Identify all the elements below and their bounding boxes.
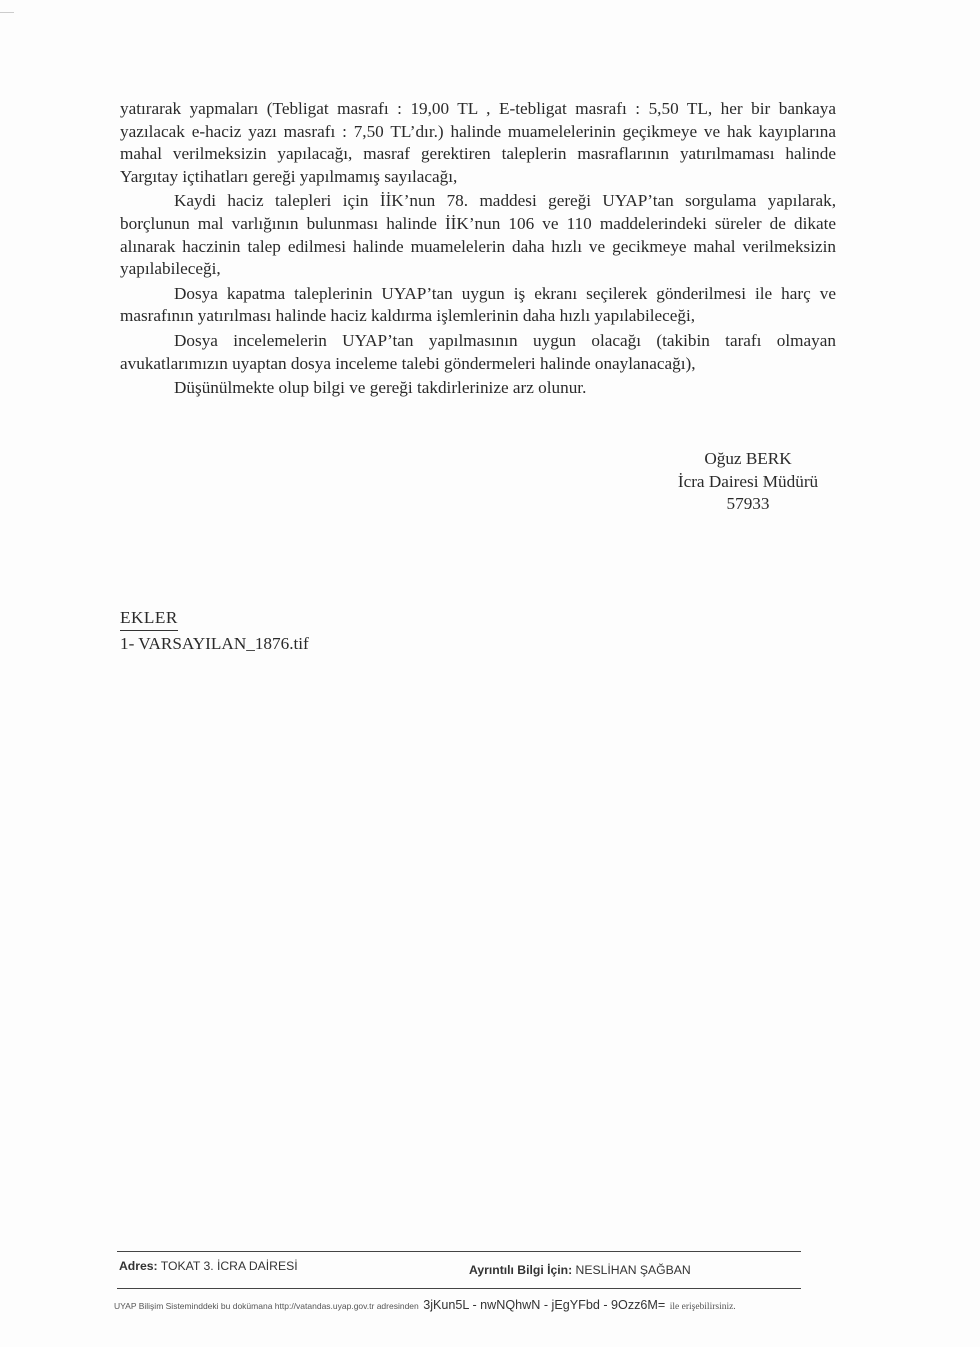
body-paragraph: Düşünülmekte olup bilgi ve gereği takdirlerinize arz olunur. <box>174 378 587 398</box>
contact-label: Ayrıntılı Bilgi İçin: <box>469 1263 573 1277</box>
body-paragraph: Kaydi haciz talepleri için İİK’nun 78. maddesi gereği UYAP’tan sorgulama yapılarak, borçlunun mal varlığının bulunması halinde İİK’nun 106 ve 110 maddelerindeki süreler de dikate alınarak haczinin talep edilmesi halinde muamelelerin daha hızlı ve gecikmeye mahal verilmeksizin yapılabileceği, <box>120 191 836 279</box>
footer-contact <box>469 1263 691 1277</box>
attachments-section <box>120 605 309 656</box>
address-value: TOKAT 3. İCRA DAİRESİ <box>160 1259 298 1273</box>
contact-value: NESLİHAN ŞAĞBAN <box>575 1263 691 1277</box>
footer-divider-lower <box>117 1288 801 1289</box>
verification-prefix: UYAP Bilişim Sisteminddeki bu dokümana http://vatandas.uyap.gov.tr adresinden <box>114 1301 419 1311</box>
attachment-item: 1- VARSAYILAN_1876.tif <box>120 634 309 653</box>
footer-info <box>119 1255 819 1281</box>
body-paragraph: Dosya kapatma taleplerinin UYAP’tan uygun iş ekranı seçilerek gönderilmesi ile harç ve masrafının yatırılması halinde haciz kaldırma işlemlerinin daha hızlı yapılabileceği, <box>120 283 836 326</box>
signature-block <box>668 448 828 516</box>
verification-suffix: ile erişebilirsiniz. <box>669 1302 736 1312</box>
attachments-heading: EKLER <box>120 605 178 631</box>
body-paragraph: yatırarak yapmaları (Tebligat masrafı : 19,00 TL , E-tebligat masrafı : 5,50 TL, her bir bankaya yazılacak e-haciz yazı masrafı : 7,50 TL’dır.) halinde muamelelerinin geçikmeye ve hak kayıplarına mahal verilmeksizin yapılacağı, masraf gerektiren taleplerin masraflarının yatırılmaması halinde Yargıtay içtihatları gereği yapılmamış sayılacağı, <box>120 99 836 186</box>
verification-line <box>114 1296 844 1314</box>
signatory-number: 57933 <box>726 494 770 514</box>
signatory-title: İcra Dairesi Müdürü <box>677 471 819 491</box>
body-paragraph: Dosya incelemelerin UYAP’tan yapılmasının uygun olacağı (takibin tarafı olmayan avukatlarımızın uyaptan dosya inceleme talebi göndermeleri halinde onaylanacağı), <box>120 330 836 373</box>
signatory-name: Oğuz BERK <box>704 449 792 468</box>
verification-code: 3jKun5L - nwNQhwN - jEgYFbd - 9Ozz6M= <box>423 1298 666 1312</box>
footer-address <box>119 1259 298 1273</box>
address-label: Adres: <box>119 1259 158 1273</box>
scan-edge-mark <box>0 12 14 43</box>
footer-divider <box>117 1251 801 1252</box>
letter-body <box>120 98 836 400</box>
